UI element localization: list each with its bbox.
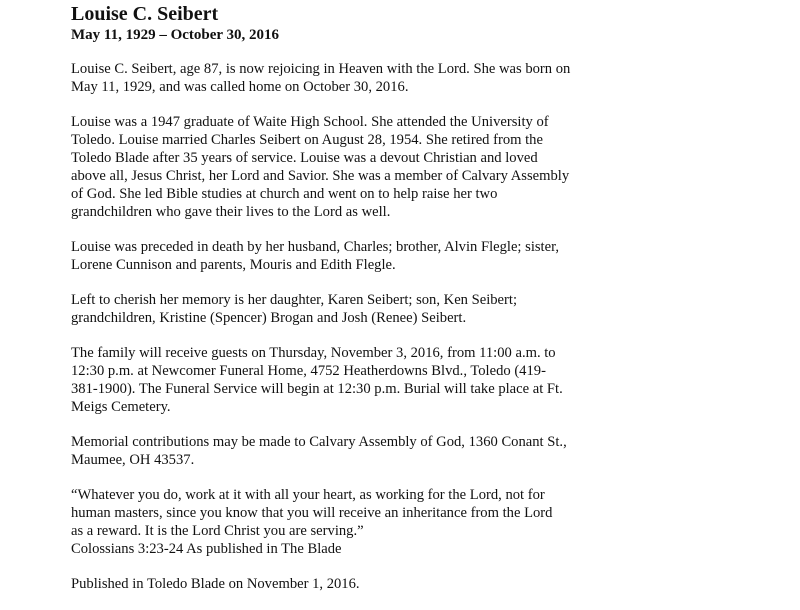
text-line: Louise was a 1947 graduate of Waite High School. She attended the University of	[71, 114, 549, 130]
paragraph	[71, 291, 570, 327]
obituary-body	[71, 60, 570, 593]
text-line: Maumee, OH 43537.	[71, 452, 195, 468]
text-line: grandchildren who gave their lives to the Lord as well.	[71, 204, 391, 220]
text-line: Colossians 3:23-24 As published in The Blade	[71, 541, 342, 557]
text-line: Published in Toledo Blade on November 1, 2016.	[71, 576, 360, 592]
text-line: of God. She led Bible studies at church and went on to help raise her two	[71, 186, 498, 202]
paragraph	[71, 486, 570, 558]
text-line: Memorial contributions may be made to Calvary Assembly of God, 1360 Conant St.,	[71, 434, 567, 450]
text-line: 381-1900). The Funeral Service will begin at 12:30 p.m. Burial will take place at Ft.	[71, 381, 563, 397]
text-line: Lorene Cunnison and parents, Mouris and Edith Flegle.	[71, 257, 396, 273]
text-line: above all, Jesus Christ, her Lord and Savior. She was a member of Calvary Assembly	[71, 168, 570, 184]
life-dates: May 11, 1929 – October 30, 2016	[71, 27, 280, 43]
obituary-title: Louise C. Seibert	[71, 3, 219, 25]
text-line: human masters, since you know that you will receive an inheritance from the Lord	[71, 505, 553, 521]
text-line: Meigs Cemetery.	[71, 399, 171, 415]
paragraph	[71, 433, 570, 469]
text-line: Louise C. Seibert, age 87, is now rejoicing in Heaven with the Lord. She was born on	[71, 61, 571, 77]
text-line: “Whatever you do, work at it with all your heart, as working for the Lord, not for	[71, 487, 545, 503]
text-line: The family will receive guests on Thursday, November 3, 2016, from 11:00 a.m. to	[71, 345, 556, 361]
text-line: as a reward. It is the Lord Christ you are serving.”	[71, 523, 364, 539]
paragraph	[71, 113, 570, 221]
paragraph	[71, 344, 570, 416]
paragraph	[71, 575, 570, 593]
text-line: Toledo Blade after 35 years of service. Louise was a devout Christian and loved	[71, 150, 538, 166]
paragraph	[71, 60, 570, 96]
text-line: Louise was preceded in death by her husband, Charles; brother, Alvin Flegle; sister,	[71, 239, 560, 255]
obituary-document	[71, 3, 570, 610]
text-line: 12:30 p.m. at Newcomer Funeral Home, 4752 Heatherdowns Blvd., Toledo (419-	[71, 363, 546, 379]
text-line: Left to cherish her memory is her daughter, Karen Seibert; son, Ken Seibert;	[71, 292, 518, 308]
text-line: Toledo. Louise married Charles Seibert on August 28, 1954. She retired from the	[71, 132, 543, 148]
paragraph	[71, 238, 570, 274]
text-line: May 11, 1929, and was called home on October 30, 2016.	[71, 79, 409, 95]
text-line: grandchildren, Kristine (Spencer) Brogan and Josh (Renee) Seibert.	[71, 310, 467, 326]
